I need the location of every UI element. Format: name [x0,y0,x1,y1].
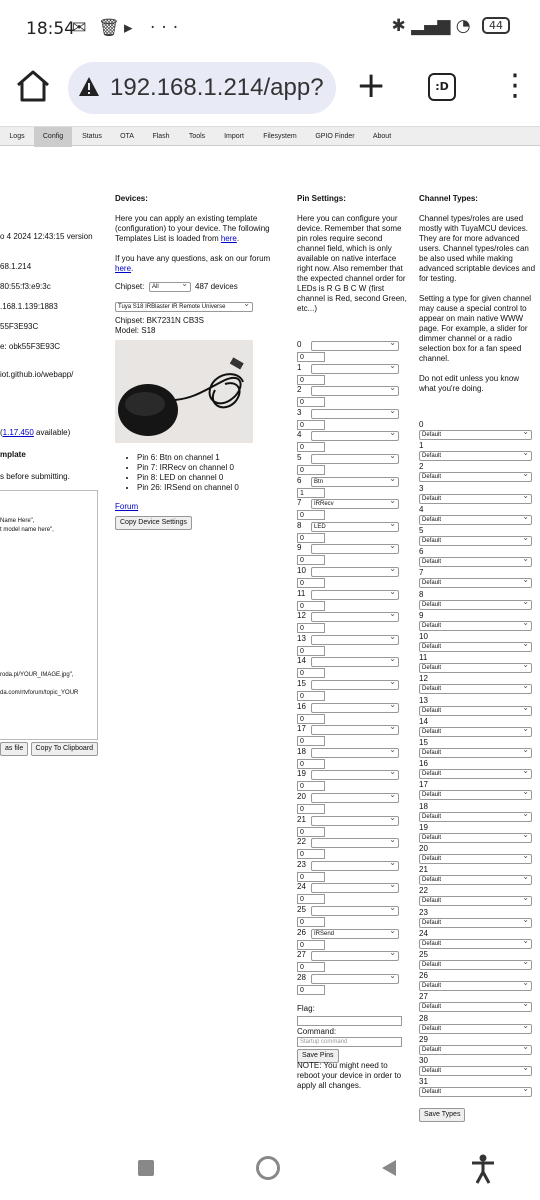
pin-channel-input[interactable]: 0 [297,375,325,385]
wifi-icon: ◔ [455,16,471,36]
pin-row [297,679,407,701]
pin-settings-title: Pin Settings: [297,194,346,203]
channel-row [419,484,534,505]
pin-channel-input[interactable]: 0 [297,962,325,972]
pin-row [297,792,407,814]
pin-channel-input[interactable]: 0 [297,465,325,475]
channel-types-title: Channel Types: [419,194,478,203]
pin-number: 10 [297,566,306,575]
template-note: s before submitting. [0,472,70,481]
channel-row [419,802,534,823]
nav-tab-import[interactable]: Import [224,133,244,140]
channel-type-select[interactable]: Default ⌄ [419,790,532,800]
channel-type-select[interactable]: Default ⌄ [419,1002,532,1012]
channel-type-select[interactable]: Default ⌄ [419,875,532,885]
channel-row [419,886,534,907]
devices-column: Devices: Here you can apply an existing template (configuration) to your device. The following Templates List is loaded from here. If you have any questions, ask on our forum here. Chipset: All ⌄ 487 devices Tuya S18 IRBlaster IR Remote Universe ⌄ Chipset: BK7231N CB3S Model: S18 • Pin 6: Btn on channel 1 • Pin 7: IRRecv on channel 0 • Pin 8: LED on channel 0 • Pin 26: IRSend on channel 0 Forum Copy Device Settings [115,194,275,530]
pin-role-select[interactable] [311,567,399,577]
forum-here-link[interactable]: here [115,264,132,273]
pin-number: 4 [297,430,302,440]
pin-settings-desc: Here you can configure your device. Remember that some pin roles require second channel field, which is only available on native interface right now. Also remember that the expected channel order for LEDs is R G B C W (first channel is Red, second Green, etc...) [297,214,407,313]
pin-row [297,476,407,498]
pin-row [297,408,407,430]
pin-number: 18 [297,746,306,756]
channel-type-select[interactable]: Default ⌄ [419,494,532,504]
nav-tab-filesystem[interactable]: Filesystem [263,133,297,140]
pin-row [297,340,407,362]
flag-label: Flag: [297,1004,315,1013]
pin-channel-input[interactable]: 0 [297,872,325,882]
nav-tab-status[interactable]: Status [82,133,102,140]
command-input[interactable]: Startup command [297,1037,402,1047]
channel-type-select[interactable]: Default ⌄ [419,472,532,482]
pin-channel-input[interactable]: 0 [297,510,325,520]
pin-role-select[interactable] [311,770,399,780]
channel-row [419,780,534,801]
save-pins-button[interactable]: Save Pins [297,1049,339,1063]
overflow-menu-icon[interactable]: ⋮ [500,68,530,103]
pin-row [297,611,407,633]
pin-row [297,498,407,520]
channel-row [419,462,534,483]
channel-row [419,547,534,568]
channel-row [419,1077,534,1098]
pin-role-select[interactable] [311,544,399,554]
pin-role-select[interactable] [311,974,399,984]
address-bar[interactable]: 192.168.1.214/app? [68,62,336,114]
pin-channel-input[interactable]: 0 [297,804,325,814]
channel-row [419,1035,534,1056]
pin-summary-item: • Pin 7: IRRecv on channel 0 [137,463,275,473]
save-types-button[interactable]: Save Types [419,1108,465,1122]
pin-channel-input[interactable]: 0 [297,533,325,543]
pin-role-select[interactable] [311,341,399,351]
pin-role-select[interactable] [311,364,399,374]
pin-number: 13 [297,633,306,643]
channel-row [419,865,534,886]
channel-number: 22 [419,886,428,896]
pin-row [297,656,407,678]
channel-row [419,717,534,738]
pin-role-select[interactable]: IRRecv ⌄ [311,499,399,509]
pin-row [297,815,407,837]
channel-type-select[interactable]: Default ⌄ [419,918,532,928]
channel-row [419,823,534,844]
pin-role-select[interactable] [311,816,399,826]
accessibility-icon[interactable] [470,1154,496,1184]
back-icon[interactable] [380,1158,398,1178]
pin-channel-input[interactable]: 0 [297,646,325,656]
more-notifications-icon: ··· [150,18,185,38]
pin-role-select[interactable]: Btn ⌄ [311,477,399,487]
pin-role-select[interactable] [311,703,399,713]
channel-number: 0 [419,420,424,429]
status-bar [0,0,540,56]
pin-number: 15 [297,679,306,688]
nav-tab-ota[interactable]: OTA [120,133,134,140]
pin-role-select[interactable] [311,431,399,441]
pin-row [297,430,407,452]
pin-row [297,950,407,972]
pin-role-select[interactable] [311,386,399,396]
pin-number: 17 [297,724,306,734]
pin-number: 3 [297,407,302,417]
pin-role-select[interactable] [311,635,399,645]
pin-number: 16 [297,701,306,711]
channel-number: 10 [419,632,428,641]
pin-number: 11 [297,588,306,598]
save-as-file-button[interactable]: as file [0,742,28,756]
pin-number: 5 [297,453,302,462]
channel-row [419,420,534,441]
status-time: 18:54 [26,19,75,39]
pin-row [297,724,407,746]
channel-type-select[interactable]: Default ⌄ [419,430,532,440]
channel-type-select[interactable]: Default ⌄ [419,1087,532,1097]
pin-row [297,702,407,724]
channel-row [419,759,534,780]
version-link[interactable]: 1.17.450 [2,428,34,437]
channel-number: 18 [419,801,428,811]
channel-type-select[interactable]: Default ⌄ [419,1045,532,1055]
trash-icon: 🗑 [98,18,126,38]
pin-number: 14 [297,656,306,666]
pin-channel-input[interactable]: 1 [297,488,325,498]
channel-number: 7 [419,568,424,578]
channel-row [419,441,534,462]
pin-channel-input[interactable]: 0 [297,397,325,407]
pin-row [297,837,407,859]
channel-number: 13 [419,695,428,705]
pin-role-select[interactable] [311,409,399,419]
tab-switcher-icon[interactable]: :D [428,73,456,101]
pin-channel-input[interactable]: 0 [297,352,325,362]
web-content: Logs Config Status OTA Flash Tools Import Filesystem GPIO Finder About o 4 2024 12:43:15 version 68.1.214 80:55:f3:e9:3c .168.1.139:1883 55F3E93C e: obk55F3E93C iot.github.io/webapp/ (1.17.450 available) mplate s before submitting. Name Here", t model name here", roda.pl/YOUR_IMAGE.jpg", da.com/rtvforum/topic_YOUR as file Copy To Clipboard Devices: Here you can apply an existing template (configuration) to your device. The following Templates List is loaded from here. If you have any questions, ask on our forum here. Chipset: All ⌄ 487 devices Tuya S18 IRBlaster IR Remote Universe ⌄ Chipset: BK7231N CB3S Model: S18 • Pin 6: Btn on channel 1 • Pin 7: IRRecv on channel 0 • Pin 8: LED on channel 0 • Pin 26: IRSend on channel 0 Forum Copy Device Settings Pin Settings: Here you can configure your device. Remember that some pin roles require second channel field, which is only available on native interface right now. Also remember that the expected channel order for LEDs is R G B C W (first channel is Red, second Green, etc...) 0 ⌄ 0 1 ⌄ 0 2 ⌄ 0 3 ⌄ 0 4 ⌄ 0 5 ⌄ 0 6 Btn ⌄ 1 7 IRRecv ⌄ 0 8 LED ⌄ 0 9 ⌄ 0 10 ⌄ 0 11 ⌄ 0 12 ⌄ 0 13 ⌄ 0 14 ⌄ 0 15 ⌄ 0 16 ⌄ 0 17 ⌄ 0 18 ⌄ 0 19 ⌄ 0 20 ⌄ 0 21 ⌄ 0 22 ⌄ 0 23 ⌄ 0 24 ⌄ 0 25 ⌄ 0 26 IRSend ⌄ 0 27 ⌄ 0 28 ⌄ 0 Flag: Command: Startup command Save Pins NOTE: You might need to reboot your device in order to apply all changes. Channel Types: Channel types/roles are used mostly with TuyaMCU devices. They are for more advanced users. Channel types/roles can be also used while making advanced scriptable devices and for testing. Setting a type for given channel may cause a special control to appear on main native WWW page. For example, a slider for dimmer channel or a radio selection box for a fan speed channel. Do not edit unless you know what you're doing. 0 Default ⌄ 1 Default ⌄ 2 Default ⌄ 3 Default ⌄ 4 Default ⌄ 5 Default ⌄ 6 Default ⌄ 7 Default ⌄ 8 Default ⌄ 9 Default ⌄ 10 Default ⌄ 11 Default ⌄ 12 Default ⌄ 13 Default ⌄ 14 Default ⌄ 15 Default ⌄ 16 Default ⌄ 17 Default ⌄ 18 Default ⌄ 19 Default ⌄ 20 Default ⌄ 21 Default ⌄ 22 Default ⌄ 23 Default ⌄ 24 Default ⌄ 25 Default ⌄ 26 Default ⌄ 27 Default ⌄ 28 Default ⌄ 29 Default ⌄ 30 Default ⌄ 31 Default ⌄ Save Types [0,120,540,1142]
channel-number: 30 [419,1056,428,1065]
channel-number: 9 [419,610,424,620]
channel-number: 28 [419,1013,428,1023]
channel-number: 29 [419,1034,428,1044]
flag-input[interactable] [297,1016,402,1026]
pin-number: 20 [297,792,306,801]
home-icon[interactable] [14,68,52,104]
channel-number: 23 [419,907,428,917]
pin-number: 1 [297,362,302,372]
channel-type-select[interactable]: Default ⌄ [419,854,532,864]
pin-row [297,634,407,656]
pin-role-select[interactable] [311,725,399,735]
channel-number: 12 [419,674,428,684]
channel-row [419,1056,534,1077]
pin-channel-input[interactable]: 0 [297,736,325,746]
pin-channel-input[interactable]: 0 [297,601,325,611]
channel-row [419,526,534,547]
pin-role-select[interactable] [311,454,399,464]
channel-type-select[interactable]: Default ⌄ [419,939,532,949]
pin-channel-input[interactable]: 0 [297,827,325,837]
channel-number: 27 [419,992,428,1002]
channel-type-select[interactable]: Default ⌄ [419,960,532,970]
pin-number: 25 [297,905,306,914]
channel-number: 26 [419,971,428,981]
channel-type-select[interactable]: Default ⌄ [419,536,532,546]
nav-tab-config[interactable]: Config [34,127,72,147]
channel-type-select[interactable]: Default ⌄ [419,981,532,991]
device-chipset: Chipset: BK7231N CB3S [115,316,204,325]
info-line: e: obk55F3E93C [0,342,61,351]
channel-number: 1 [419,441,424,451]
bluetooth-icon: ✱ [391,16,406,36]
pin-role-select[interactable]: IRSend ⌄ [311,929,399,939]
channel-type-select[interactable]: Default ⌄ [419,1024,532,1034]
channel-number: 17 [419,780,428,790]
warning-icon[interactable] [78,76,100,98]
pin-number: 12 [297,611,306,621]
channel-type-select[interactable]: Default ⌄ [419,515,532,525]
channel-number: 5 [419,526,424,535]
pin-role-select[interactable] [311,906,399,916]
pin-row [297,860,407,882]
reboot-note: NOTE: You might need to reboot your device in order to apply all changes. [297,1061,402,1090]
device-model: Model: S18 [115,326,156,335]
recents-icon[interactable] [138,1160,154,1176]
browser-toolbar [0,56,540,120]
pin-channel-input[interactable]: 0 [297,420,325,430]
channel-type-select[interactable]: Default ⌄ [419,769,532,779]
pin-row [297,521,407,543]
template-textarea[interactable]: Name Here", t model name here", roda.pl/YOUR_IMAGE.jpg", da.com/rtvforum/topic_YOUR [0,490,98,740]
pin-channel-input[interactable]: 0 [297,985,325,995]
play-icon: ▸ [124,18,139,38]
channel-type-select[interactable]: Default ⌄ [419,706,532,716]
channel-row [419,674,534,695]
nav-tab-about[interactable]: About [372,133,392,140]
pin-summary-item: • Pin 8: LED on channel 0 [137,473,275,483]
channel-number: 24 [419,928,428,938]
channel-row [419,632,534,653]
channel-row [419,950,534,971]
channel-row [419,611,534,632]
pin-channel-input[interactable]: 0 [297,442,325,452]
pin-number: 19 [297,769,306,779]
channel-types-column: Channel Types: Channel types/roles are used mostly with TuyaMCU devices. They are for more advanced users. Channel types/roles can be also used while making advanced scriptable devices and for testing. Setting a type for given channel may cause a special control to appear on main native WWW page. For example, a slider for dimmer channel or a radio selection box for a fan speed channel. Do not edit unless you know what you're doing. 0 Default ⌄ 1 Default ⌄ 2 Default ⌄ 3 Default ⌄ 4 Default ⌄ 5 Default ⌄ 6 Default ⌄ 7 Default ⌄ 8 Default ⌄ 9 Default ⌄ 10 Default ⌄ 11 Default ⌄ 12 Default ⌄ 13 Default ⌄ 14 Default ⌄ 15 Default ⌄ 16 Default ⌄ 17 Default ⌄ 18 Default ⌄ 19 Default ⌄ 20 Default ⌄ 21 Default ⌄ 22 Default ⌄ 23 Default ⌄ 24 Default ⌄ 25 Default ⌄ 26 Default ⌄ 27 Default ⌄ 28 Default ⌄ 29 Default ⌄ 30 Default ⌄ 31 Default ⌄ Save Types [419,194,537,394]
pin-row [297,973,407,995]
channel-number: 15 [419,738,428,747]
channel-type-select[interactable]: Default ⌄ [419,663,532,673]
pin-role-select[interactable] [311,951,399,961]
pin-number: 24 [297,882,306,892]
channel-number: 19 [419,822,428,832]
pin-channel-input[interactable]: 0 [297,714,325,724]
new-tab-icon[interactable]: + [356,65,387,106]
pin-row [297,385,407,407]
channel-row [419,908,534,929]
pin-channel-input[interactable]: 0 [297,781,325,791]
nav-tab-flash[interactable]: Flash [152,133,170,140]
channel-type-select[interactable]: Default ⌄ [419,748,532,758]
forum-link[interactable]: Forum [115,502,139,511]
copy-to-clipboard-button[interactable]: Copy To Clipboard [31,742,98,756]
signal-icon: ▂▄▆ [411,16,451,36]
channel-row [419,738,534,759]
channel-row [419,653,534,674]
channel-type-select[interactable]: Default ⌄ [419,600,532,610]
pin-summary-item: • Pin 26: IRSend on channel 0 [137,483,275,493]
channel-type-select[interactable]: Default ⌄ [419,812,532,822]
info-line: 80:55:f3:e9:3c [0,282,51,291]
info-line: .168.1.139:1883 [0,302,58,311]
channel-number: 2 [419,462,424,472]
pin-channel-input[interactable]: 0 [297,668,325,678]
channel-row [419,505,534,526]
channel-number: 6 [419,547,424,557]
pin-number: 6 [297,475,302,485]
channel-type-select[interactable]: Default ⌄ [419,621,532,631]
channel-row [419,929,534,950]
pin-number: 23 [297,859,306,869]
channel-number: 3 [419,483,424,493]
channel-row [419,992,534,1013]
pin-row [297,543,407,565]
pin-number: 8 [297,520,302,530]
pin-number: 7 [297,498,302,508]
pin-row [297,747,407,769]
pin-role-select[interactable] [311,861,399,871]
pin-channel-input[interactable]: 0 [297,849,325,859]
pin-role-select[interactable] [311,657,399,667]
channel-type-select[interactable]: Default ⌄ [419,451,532,461]
home-nav-icon[interactable] [256,1156,280,1180]
pin-summary-list [115,453,275,493]
channel-number: 20 [419,844,428,853]
device-photo [115,340,253,443]
pin-role-select[interactable] [311,793,399,803]
pin-number: 22 [297,837,306,847]
pin-channel-input[interactable]: 0 [297,691,325,701]
channel-number: 16 [419,759,428,769]
pin-channel-input[interactable]: 0 [297,555,325,565]
pin-role-select[interactable] [311,838,399,848]
nav-tab-gpio-finder[interactable]: GPIO Finder [315,133,355,140]
channel-type-select[interactable]: Default ⌄ [419,557,532,567]
pin-role-select[interactable] [311,680,399,690]
channel-number: 8 [419,589,424,599]
channel-number: 25 [419,950,428,959]
channel-type-select[interactable]: Default ⌄ [419,1066,532,1076]
channel-row [419,1014,534,1035]
channel-type-select[interactable]: Default ⌄ [419,833,532,843]
pin-row [297,905,407,927]
channel-number: 11 [419,653,428,663]
pin-channel-input[interactable]: 0 [297,578,325,588]
pin-channel-input[interactable]: 0 [297,759,325,769]
pin-row [297,928,407,950]
copy-device-settings-button[interactable]: Copy Device Settings [115,516,192,530]
pin-role-select[interactable] [311,590,399,600]
device-count: 487 devices [195,282,238,291]
pin-row [297,882,407,904]
system-nav-bar [0,1142,540,1200]
pin-role-select[interactable]: LED ⌄ [311,522,399,532]
channel-type-select[interactable]: Default ⌄ [419,684,532,694]
pin-channel-input[interactable]: 0 [297,894,325,904]
config-nav [0,126,540,146]
pin-row [297,769,407,791]
gmail-icon: ✉ [72,18,93,38]
pin-role-select[interactable] [311,883,399,893]
pin-number: 0 [297,340,302,349]
pin-channel-input[interactable]: 0 [297,940,325,950]
chipset-select[interactable]: All ⌄ [149,282,191,292]
pin-number: 9 [297,543,302,553]
pin-row [297,363,407,385]
pin-settings-column [297,194,407,1090]
info-line: 68.1.214 [0,262,32,271]
templates-list-link[interactable]: here [220,234,237,243]
channel-type-select[interactable]: Default ⌄ [419,896,532,906]
template-select[interactable]: Tuya S18 IRBlaster IR Remote Universe ⌄ [115,302,253,312]
channel-row [419,568,534,589]
pin-number: 28 [297,972,306,982]
pin-row [297,453,407,475]
nav-tab-logs[interactable]: Logs [9,133,25,140]
pin-row [297,589,407,611]
pin-channel-input[interactable]: 0 [297,917,325,927]
channel-row [419,971,534,992]
pin-summary-item: • Pin 6: Btn on channel 1 [137,453,275,463]
channel-row [419,590,534,611]
channel-row [419,696,534,717]
channel-number: 4 [419,504,424,514]
pin-channel-input[interactable]: 0 [297,623,325,633]
pin-number: 2 [297,385,302,395]
devices-title: Devices: [115,194,148,203]
pin-row [297,566,407,588]
battery-icon: 44 [482,17,510,34]
pin-role-select[interactable] [311,612,399,622]
channel-number: 31 [419,1077,428,1087]
channel-number: 21 [419,865,428,875]
info-line: iot.github.io/webapp/ [0,370,74,379]
pin-number: 27 [297,950,306,960]
template-heading: mplate [0,450,26,459]
nav-tab-tools[interactable]: Tools [188,133,206,140]
command-label: Command: [297,1027,337,1036]
status-right-icons [391,16,510,36]
pin-role-select[interactable] [311,748,399,758]
pin-number: 26 [297,927,306,937]
info-line: 55F3E93C [0,322,39,331]
channel-number: 14 [419,716,428,726]
channel-row [419,844,534,865]
channel-type-select[interactable]: Default ⌄ [419,642,532,652]
info-line: o 4 2024 12:43:15 version [0,232,93,241]
channel-type-select[interactable]: Default ⌄ [419,727,532,737]
pin-number: 21 [297,814,306,824]
channel-type-select[interactable]: Default ⌄ [419,578,532,588]
